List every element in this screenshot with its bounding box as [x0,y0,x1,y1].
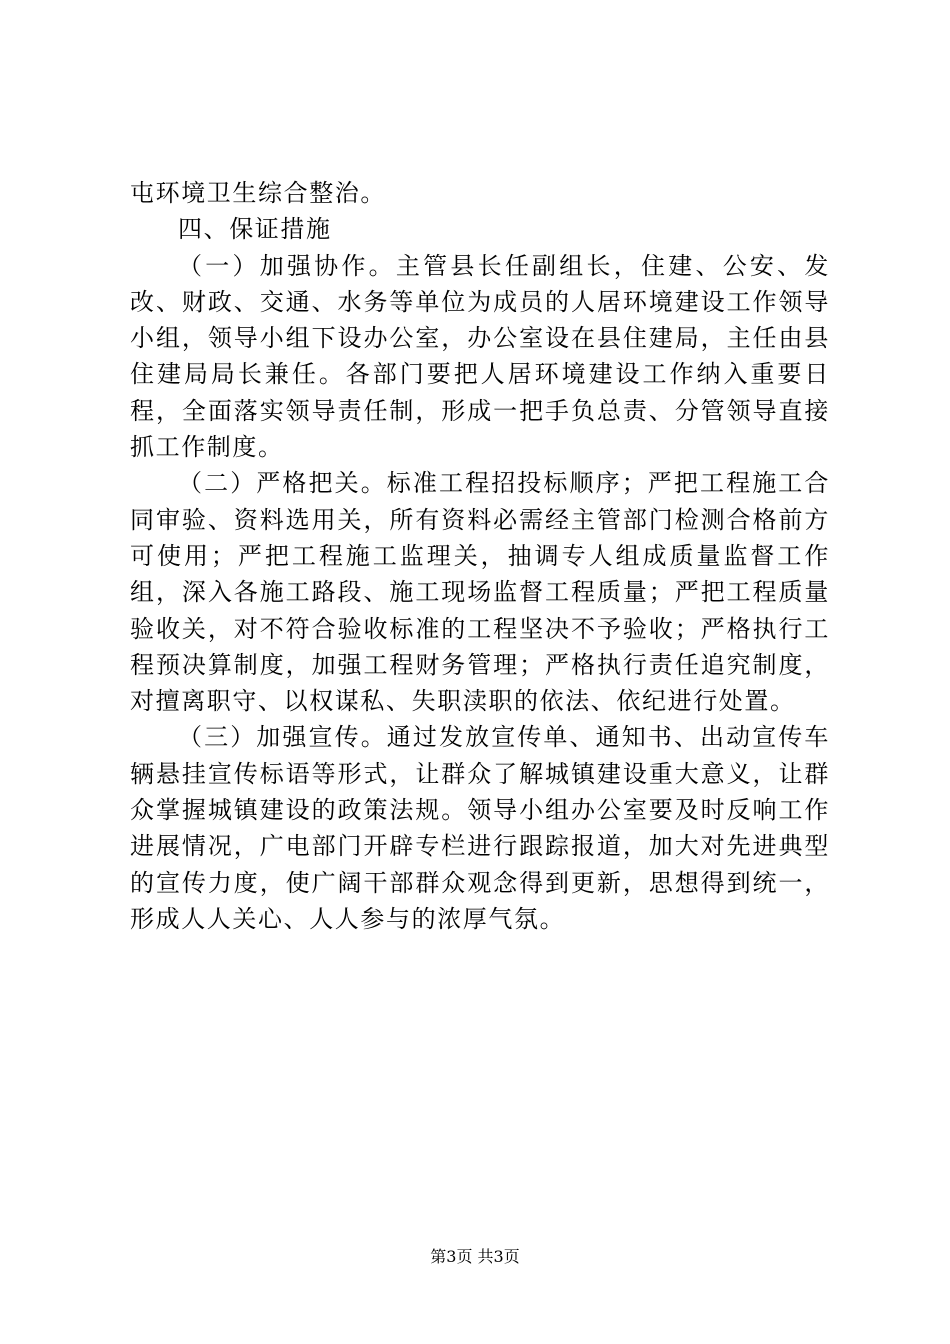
paragraph-continuation: 屯环境卫生综合整治。 [130,179,386,207]
paragraph-cooperation: （一）加强协作。主管县长任副组长，住建、公安、发改、财政、交通、水务等单位为成员的人居环境建设工作领导小组，领导小组下设办公室，办公室设在县住建局，主任由县住建局局长兼任。各部门要把人居环境建设工作纳入重要日程，全面落实领导责任制，形成一把手负总责、分管领导直接抓工作制度。 [130,251,830,462]
paragraph-publicity: （三）加强宣传。通过发放宣传单、通知书、出动宣传车辆悬挂宣传标语等形式，让群众了解城镇建设重大意义，让群众掌握城镇建设的政策法规。领导小组办公室要及时反响工作进展情况，广电部门开辟专栏进行跟踪报道，加大对先进典型的宣传力度，使广阔干部群众观念得到更新，思想得到统一，形成人人关心、人人参与的浓厚气氛。 [130,723,830,933]
section-heading: 四、保证措施 [178,215,332,244]
document-body [130,175,830,937]
paragraph-quality-control: （二）严格把关。标准工程招投标顺序；严把工程施工合同审验、资料选用关，所有资料必需经主管部门检测合格前方可使用；严把工程施工监理关，抽调专人组成质量监督工作组，深入各施工路段、施工现场监督工程质量；严把工程质量验收关，对不符合验收标准的工程坚决不予验收；严格执行工程预决算制度，加强工程财务管理；严格执行责任追究制度，对擅离职守、以权谋私、失职渎职的依法、依纪进行处置。 [130,469,830,716]
page-number: 第3页 共3页 [430,1247,520,1266]
